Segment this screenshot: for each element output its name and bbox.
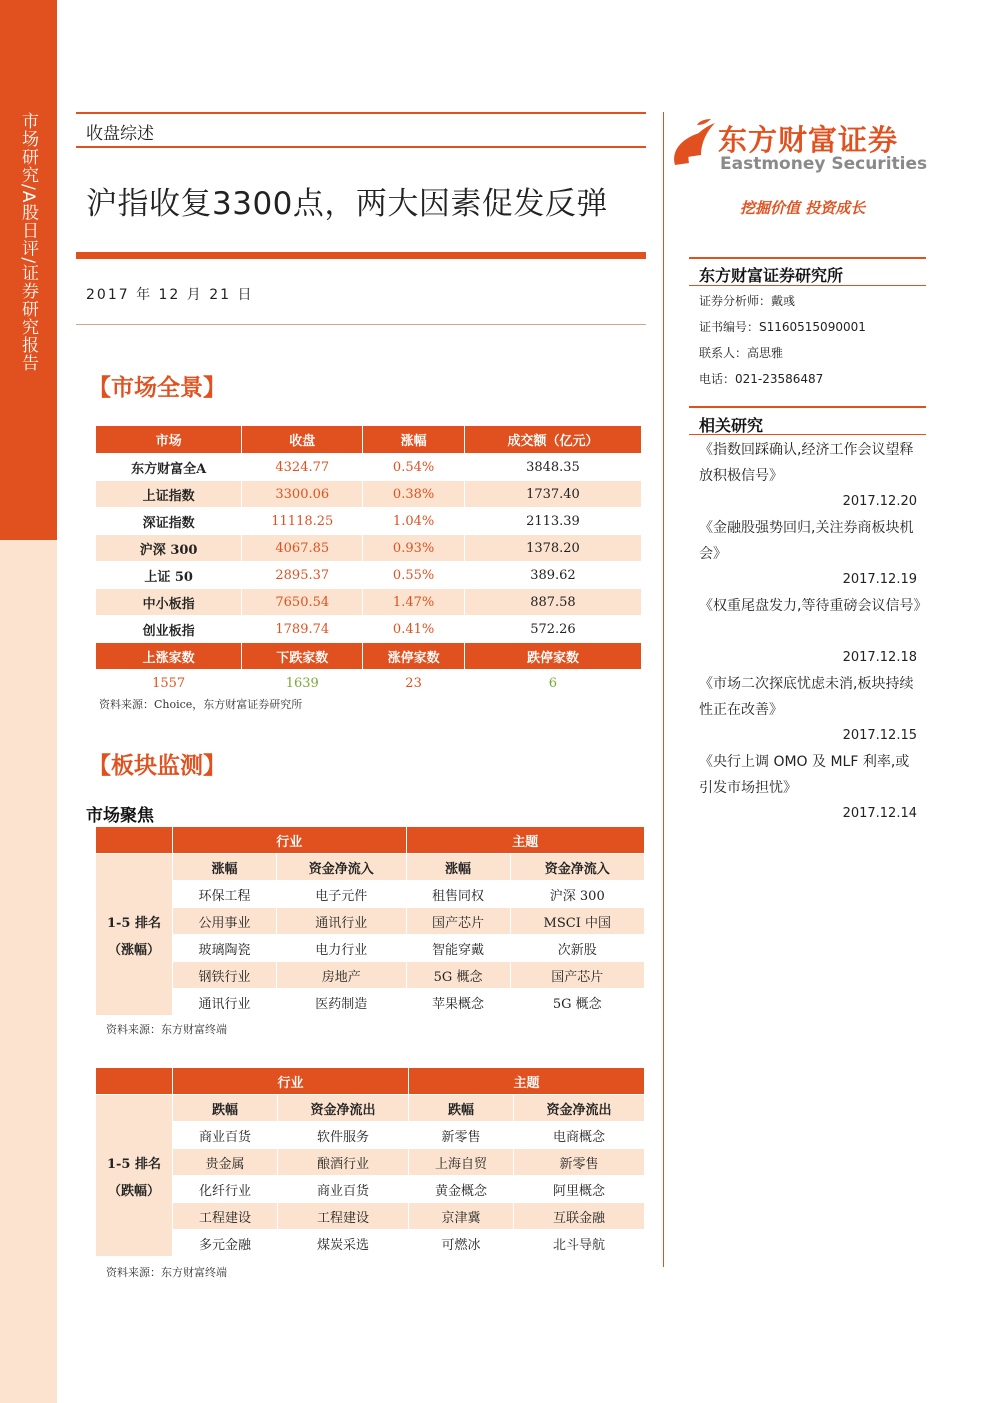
col-header: 市场 <box>96 426 241 453</box>
col-header: 成交额（亿元） <box>465 426 641 453</box>
sector-cell: 国产芯片 <box>407 908 510 934</box>
certificate-number: 证书编号：S1160515090001 <box>699 320 866 334</box>
related-report-link[interactable]: 《金融股强势回归,关注券商板块机会》 <box>699 520 914 562</box>
company-logo-icon <box>669 117 717 169</box>
sector-cell: 工程建设 <box>173 1203 277 1229</box>
change-value: 0.93% <box>363 535 464 561</box>
date-rule <box>76 324 646 325</box>
sector-cell: 软件服务 <box>278 1122 408 1148</box>
table-row <box>96 989 644 1015</box>
col-header: 资金净流出 <box>278 1095 408 1121</box>
group-header: 主题 <box>407 827 644 853</box>
table-row <box>96 1230 644 1256</box>
rank-sublabel: （跌幅） <box>107 1183 160 1199</box>
col-header: 涨幅 <box>407 854 510 880</box>
section-label: 收盘综述 <box>86 124 154 144</box>
table-row <box>96 454 641 480</box>
analyst: 证券分析师：戴彧 <box>699 294 796 308</box>
column-divider <box>663 112 664 1267</box>
limit-up-count: 23 <box>363 670 464 696</box>
sector-cell: 次新股 <box>511 935 644 961</box>
table-row <box>96 589 641 615</box>
sector-cell: 可燃冰 <box>409 1230 513 1256</box>
change-value: 1.04% <box>363 508 464 534</box>
related-bottom-rule <box>689 434 926 435</box>
col-header: 资金净流入 <box>511 854 644 880</box>
table-row <box>96 881 644 907</box>
related-report-link[interactable]: 《央行上调 OMO 及 MLF 利率,或引发市场担忧》 <box>699 754 910 796</box>
related-heading: 相关研究 <box>699 416 764 435</box>
institute-bottom-rule <box>689 285 926 286</box>
related-report-date: 2017.12.19 <box>842 572 917 587</box>
sector-cell: 5G 概念 <box>407 962 510 988</box>
sector-cell: 苹果概念 <box>407 989 510 1015</box>
sector-cell: 国产芯片 <box>511 962 644 988</box>
sector-cell: 化纤行业 <box>173 1176 277 1202</box>
sector-cell: 电力行业 <box>277 935 406 961</box>
sector-cell: 租售同权 <box>407 881 510 907</box>
group-header: 行业 <box>173 827 406 853</box>
sectors-heading: 【板块监测】 <box>88 752 226 779</box>
sector-cell: 黄金概念 <box>409 1176 513 1202</box>
related-report-date: 2017.12.20 <box>842 494 917 509</box>
sector-gainers-source: 资料来源：东方财富终端 <box>106 1023 227 1036</box>
table-row <box>96 935 644 961</box>
turnover-value: 389.62 <box>465 562 641 588</box>
index-name: 沪深 300 <box>96 535 241 561</box>
sector-cell: MSCI 中国 <box>511 908 644 934</box>
sector-cell: 贵金属 <box>173 1149 277 1175</box>
table-row <box>96 562 641 588</box>
turnover-value: 1378.20 <box>465 535 641 561</box>
related-report-link[interactable]: 《指数回踩确认,经济工作会议望释放积极信号》 <box>699 442 914 484</box>
index-name: 中小板指 <box>96 589 241 615</box>
sector-losers-table <box>95 1067 645 1257</box>
related-report-link[interactable]: 《市场二次探底忧虑未消,板块持续性正在改善》 <box>699 676 914 718</box>
turnover-value: 1737.40 <box>465 481 641 507</box>
count-header: 下跌家数 <box>242 643 362 669</box>
report-date: 2017 年 12 月 21 日 <box>86 287 254 303</box>
sector-cell: 房地产 <box>277 962 406 988</box>
sector-cell: 智能穿戴 <box>407 935 510 961</box>
sector-cell: 玻璃陶瓷 <box>173 935 276 961</box>
sector-cell: 新零售 <box>514 1149 644 1175</box>
count-header: 跌停家数 <box>465 643 641 669</box>
close-value: 3300.06 <box>242 481 362 507</box>
group-header: 行业 <box>173 1068 408 1094</box>
col-header: 资金净流出 <box>514 1095 644 1121</box>
turnover-value: 3848.35 <box>465 454 641 480</box>
col-header: 跌幅 <box>173 1095 277 1121</box>
rank-sublabel: （涨幅） <box>107 942 160 958</box>
close-value: 1789.74 <box>242 616 362 642</box>
slogan: 挖掘价值 投资成长 <box>740 199 866 217</box>
close-value: 2895.37 <box>242 562 362 588</box>
logo-text-en: Eastmoney Securities <box>720 154 928 174</box>
sector-cell: 钢铁行业 <box>173 962 276 988</box>
rank-label: 1-5 排名 <box>106 915 161 931</box>
table-row <box>96 508 641 534</box>
close-value: 7650.54 <box>242 589 362 615</box>
table-row <box>96 1176 644 1202</box>
turnover-value: 572.26 <box>465 616 641 642</box>
sector-cell: 互联金融 <box>514 1203 644 1229</box>
table-row <box>96 908 644 934</box>
sector-cell: 5G 概念 <box>511 989 644 1015</box>
table-row <box>96 1149 644 1175</box>
close-value: 4324.77 <box>242 454 362 480</box>
sector-cell: 煤炭采选 <box>278 1230 408 1256</box>
sector-cell: 京津冀 <box>409 1203 513 1229</box>
change-value: 0.55% <box>363 562 464 588</box>
sector-cell: 商业百货 <box>173 1122 277 1148</box>
group-header: 主题 <box>409 1068 644 1094</box>
sector-cell: 酿酒行业 <box>278 1149 408 1175</box>
table-row <box>96 481 641 507</box>
turnover-value: 887.58 <box>465 589 641 615</box>
phone: 电话：021-23586487 <box>699 372 824 386</box>
sector-cell: 公用事业 <box>173 908 276 934</box>
change-value: 0.38% <box>363 481 464 507</box>
related-report-link[interactable]: 《权重尾盘发力,等待重磅会议信号》 <box>699 598 928 614</box>
rank-label-cell <box>96 854 172 1015</box>
limit-down-count: 6 <box>465 670 641 696</box>
sector-cell: 医药制造 <box>277 989 406 1015</box>
sector-cell: 环保工程 <box>173 881 276 907</box>
market-source: 资料来源：Choice，东方财富证券研究所 <box>99 698 303 711</box>
sector-cell: 通讯行业 <box>173 989 276 1015</box>
sector-cell: 沪深 300 <box>511 881 644 907</box>
table-row <box>96 1203 644 1229</box>
rank-label-cell <box>96 1095 172 1256</box>
corner-cell <box>96 1068 172 1094</box>
corner-cell <box>96 827 172 853</box>
col-header: 涨幅 <box>173 854 276 880</box>
sector-cell: 电子元件 <box>277 881 406 907</box>
table-row <box>96 535 641 561</box>
count-header: 上涨家数 <box>96 643 241 669</box>
sidebar-vertical-label: 市场研究/A股日评/证券研究报告 <box>18 112 38 373</box>
index-name: 创业板指 <box>96 616 241 642</box>
change-value: 0.54% <box>363 454 464 480</box>
sector-gainers-table <box>95 826 645 1016</box>
table-row <box>96 616 641 642</box>
market-heading: 【市场全景】 <box>88 374 226 401</box>
institute-name: 东方财富证券研究所 <box>699 266 844 285</box>
counts-row <box>96 670 641 696</box>
close-value: 4067.85 <box>242 535 362 561</box>
institute-top-rule <box>689 257 926 259</box>
close-value: 11118.25 <box>242 508 362 534</box>
related-top-rule <box>689 406 926 408</box>
sector-losers-source: 资料来源：东方财富终端 <box>106 1266 227 1279</box>
title-thick-rule <box>76 252 646 259</box>
contact-person: 联系人：高思雅 <box>699 346 784 360</box>
table-row <box>96 1122 644 1148</box>
col-header: 资金净流入 <box>277 854 406 880</box>
related-report-date: 2017.12.15 <box>842 728 917 743</box>
count-header: 涨停家数 <box>363 643 464 669</box>
col-header: 涨幅 <box>363 426 464 453</box>
index-name: 上证指数 <box>96 481 241 507</box>
market-table <box>95 425 642 697</box>
rank-label: 1-5 排名 <box>106 1156 161 1172</box>
header-top-rule <box>76 112 646 114</box>
sector-cell: 上海自贸 <box>409 1149 513 1175</box>
logo-text-cn: 东方财富证券 <box>718 123 899 157</box>
page-title: 沪指收复3300点，两大因素促发反弹 <box>86 186 608 222</box>
sector-cell: 新零售 <box>409 1122 513 1148</box>
sector-cell: 商业百货 <box>278 1176 408 1202</box>
up-count: 1557 <box>96 670 241 696</box>
related-report-date: 2017.12.14 <box>842 806 917 821</box>
col-header: 跌幅 <box>409 1095 513 1121</box>
change-value: 1.47% <box>363 589 464 615</box>
index-name: 东方财富全A <box>96 454 241 480</box>
down-count: 1639 <box>242 670 362 696</box>
change-value: 0.41% <box>363 616 464 642</box>
sector-cell: 通讯行业 <box>277 908 406 934</box>
table-row <box>96 962 644 988</box>
related-report-date: 2017.12.18 <box>842 650 917 665</box>
sector-cell: 北斗导航 <box>514 1230 644 1256</box>
sector-cell: 工程建设 <box>278 1203 408 1229</box>
sector-cell: 多元金融 <box>173 1230 277 1256</box>
index-name: 上证 50 <box>96 562 241 588</box>
turnover-value: 2113.39 <box>465 508 641 534</box>
focus-subheading: 市场聚焦 <box>86 806 154 826</box>
sector-cell: 电商概念 <box>514 1122 644 1148</box>
index-name: 深证指数 <box>96 508 241 534</box>
header-section-rule <box>76 146 646 148</box>
sector-cell: 阿里概念 <box>514 1176 644 1202</box>
col-header: 收盘 <box>242 426 362 453</box>
